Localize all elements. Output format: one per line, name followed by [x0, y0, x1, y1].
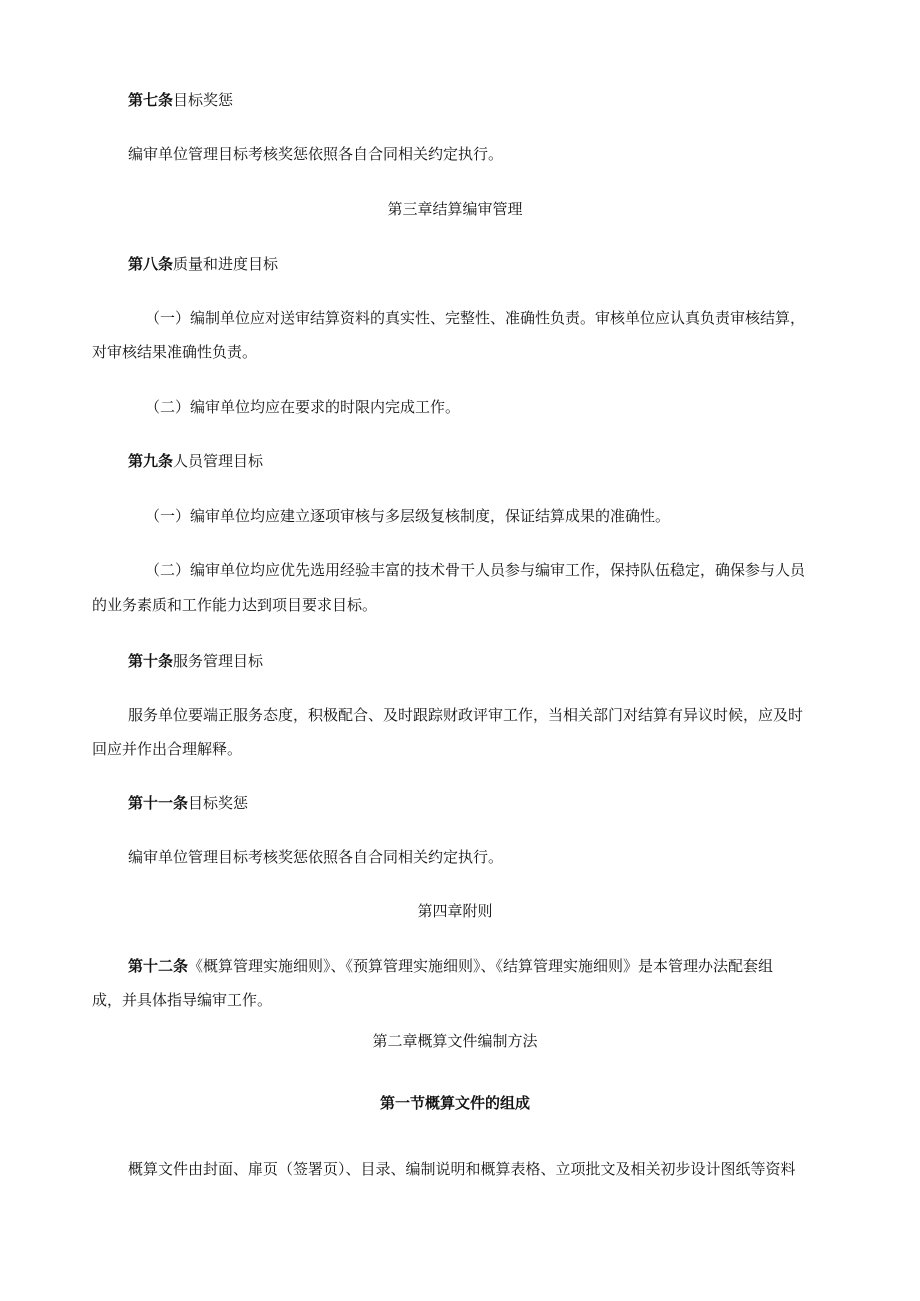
- section1-heading: 第一节概算文件的组成: [379, 1094, 530, 1112]
- article10-body-line2: 回应并作出合理解释。: [92, 740, 243, 758]
- article12-line2: 成，并具体指导编审工作。: [92, 991, 273, 1009]
- article8-heading: [128, 254, 278, 274]
- article-title: 目标奖惩: [173, 91, 234, 109]
- article-text: 《概算管理实施细则》、《预算管理实施细则》、《结算管理实施细则》是本管理办法配套组: [188, 957, 774, 975]
- article-label: 第十一条: [128, 794, 189, 812]
- article-label: 第八条: [128, 255, 174, 273]
- article8-item2: （二）编审单位均应在要求的时限内完成工作。: [145, 398, 461, 416]
- article11-body: 编审单位管理目标考核奖惩依照各自合同相关约定执行。: [128, 848, 504, 866]
- section1-body: 概算文件由封面、扉页（签署页）、目录、编制说明和概算表格、立项批文及相关初步设计图纸等资料: [128, 1160, 796, 1178]
- article10-body-line1: 服务单位要端正服务态度，积极配合、及时跟踪财政评审工作，当相关部门对结算有异议时候，应及时: [128, 706, 804, 724]
- article11-heading: [128, 793, 248, 813]
- article9-heading: [128, 451, 263, 471]
- article9-item2-line1: （二）编审单位均应优先选用经验丰富的技术骨干人员参与编审工作，保持队伍稳定，确保参与人员: [145, 561, 806, 579]
- chapter4-heading: 第四章附则: [417, 902, 493, 920]
- article-label: 第九条: [128, 452, 174, 470]
- article-title: 目标奖惩: [188, 794, 249, 812]
- chapter2-heading: 第二章概算文件编制方法: [372, 1032, 538, 1050]
- article-title: 服务管理目标: [173, 652, 264, 670]
- article-label: 第十二条: [128, 957, 189, 975]
- article8-item1-line2: 对审核结果准确性负责。: [92, 343, 258, 361]
- article7-heading: [128, 90, 233, 110]
- chapter3-heading: 第三章结算编审管理: [387, 200, 523, 218]
- article12-line1: [128, 956, 773, 976]
- article-label: 第七条: [128, 91, 174, 109]
- article10-heading: [128, 651, 263, 671]
- article9-item1: （一）编审单位均应建立逐项审核与多层级复核制度，保证结算成果的准确性。: [145, 507, 671, 525]
- article8-item1-line1: （一）编制单位应对送审结算资料的真实性、完整性、准确性负责。审核单位应认真负责审核结算，: [145, 309, 806, 327]
- article9-item2-line2: 的业务素质和工作能力达到项目要求目标。: [92, 596, 378, 614]
- article-title: 质量和进度目标: [173, 255, 279, 273]
- article7-body: 编审单位管理目标考核奖惩依照各自合同相关约定执行。: [128, 145, 504, 163]
- article-label: 第十条: [128, 652, 174, 670]
- article-title: 人员管理目标: [173, 452, 264, 470]
